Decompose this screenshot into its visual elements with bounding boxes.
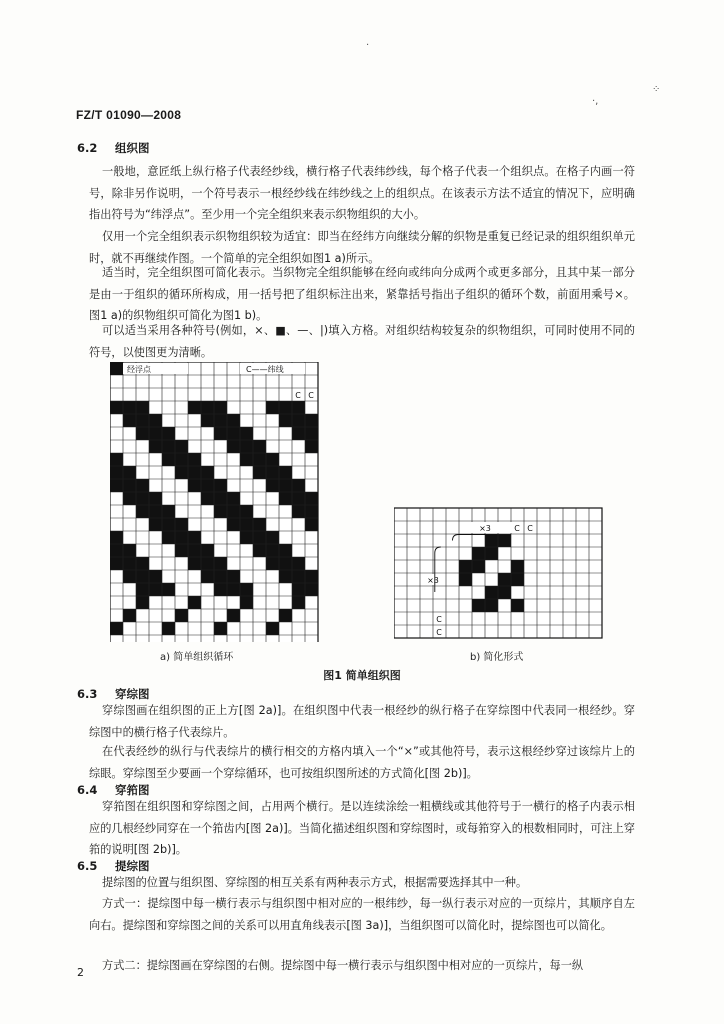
filled-cell	[266, 453, 279, 466]
filled-cell	[472, 599, 485, 612]
filled-cell	[162, 505, 175, 518]
filled-cell	[201, 479, 214, 492]
filled-cell	[266, 557, 279, 570]
c-mark: C	[436, 628, 442, 637]
filled-cell	[110, 401, 123, 414]
figure-caption-a: a) 简单组织循环	[160, 652, 234, 663]
filled-cell	[162, 518, 175, 531]
filled-cell	[305, 505, 318, 518]
filled-cell	[511, 560, 524, 573]
filled-cell	[214, 414, 227, 427]
filled-cell	[279, 466, 292, 479]
filled-cell	[175, 609, 188, 622]
filled-cell	[188, 544, 201, 557]
filled-cell	[201, 557, 214, 570]
section-title: 穿综图	[115, 687, 150, 701]
filled-cell	[136, 414, 149, 427]
filled-cell	[227, 609, 240, 622]
filled-cell	[279, 544, 292, 557]
filled-cell	[175, 440, 188, 453]
filled-cell	[305, 492, 318, 505]
filled-cell	[149, 440, 162, 453]
filled-cell	[292, 583, 305, 596]
legend-c-label: C——纬线	[246, 365, 284, 374]
filled-cell	[136, 557, 149, 570]
filled-cell	[214, 557, 227, 570]
filled-cell	[201, 466, 214, 479]
filled-cell	[188, 479, 201, 492]
filled-cell	[498, 586, 511, 599]
filled-cell	[201, 414, 214, 427]
filled-cell	[136, 427, 149, 440]
filled-cell	[240, 531, 253, 544]
filled-cell	[227, 492, 240, 505]
filled-cell	[162, 427, 175, 440]
filled-cell	[305, 518, 318, 531]
filled-cell	[279, 570, 292, 583]
filled-cell	[188, 466, 201, 479]
filled-cell	[136, 492, 149, 505]
filled-cell	[305, 440, 318, 453]
c-mark: C	[527, 524, 533, 533]
filled-cell	[123, 466, 136, 479]
filled-cell	[214, 479, 227, 492]
filled-cell	[110, 466, 123, 479]
scan-speck: ·	[366, 40, 370, 51]
filled-cell	[266, 544, 279, 557]
filled-cell	[123, 479, 136, 492]
filled-cell	[123, 414, 136, 427]
filled-cell	[279, 557, 292, 570]
filled-cell	[201, 544, 214, 557]
filled-cell	[214, 505, 227, 518]
filled-cell	[227, 427, 240, 440]
filled-cell	[292, 596, 305, 609]
filled-cell	[136, 596, 149, 609]
filled-cell	[110, 479, 123, 492]
filled-cell	[305, 583, 318, 596]
filled-cell	[136, 401, 149, 414]
filled-cell	[240, 427, 253, 440]
paragraph: 一般地，意匠纸上纵行格子代表经纱线，横行格子代表纬纱线，每个格子代表一个组织点。在格子内画一符号，除非另作说明，一个符号表示一根经纱线在纬纱线之上的组织点。在该表示方法不适宜的情况下，应明确指出符号为“纬浮点”。至少用一个完全组织来表示织物组织的大小。	[89, 165, 635, 221]
section-number: 6.5	[77, 859, 98, 873]
filled-cell	[511, 599, 524, 612]
filled-cell	[240, 583, 253, 596]
filled-cell	[188, 453, 201, 466]
filled-cell	[227, 583, 240, 596]
filled-cell	[214, 583, 227, 596]
filled-cell	[201, 401, 214, 414]
filled-cell	[123, 544, 136, 557]
filled-cell	[292, 414, 305, 427]
filled-cell	[459, 560, 472, 573]
paragraph: 适当时，完全组织图可简化表示。当织物完全组织能够在经向或纬向分成两个或更多部分，且其中某一部分是由一于组织的循环所构成，用一括号把了组织标注出来，紧靠括号指出子组织的循环个数，前面用乘号×。图1 a)的织物组织可简化为图1 b)。	[89, 266, 635, 322]
filled-cell	[266, 401, 279, 414]
section-number: 6.2	[77, 141, 98, 155]
legend-swatch	[110, 362, 123, 375]
filled-cell	[485, 599, 498, 612]
filled-cell	[253, 518, 266, 531]
filled-cell	[188, 401, 201, 414]
filled-cell	[110, 557, 123, 570]
filled-cell	[227, 518, 240, 531]
filled-cell	[279, 492, 292, 505]
section-title: 穿筘图	[115, 783, 150, 797]
filled-cell	[110, 622, 123, 635]
paragraph: 在代表经纱的纵行与代表综片的横行相交的方格内填入一个“×”或其他符号，表示这根经纱穿过该综片上的综眼。穿综图至少要画一个穿综循环，也可按组织图所述的方式简化[图 2b)]。	[89, 745, 635, 780]
filled-cell	[253, 453, 266, 466]
section-title: 提综图	[115, 859, 150, 873]
section-number: 6.3	[77, 687, 98, 701]
filled-cell	[123, 557, 136, 570]
filled-cell	[240, 453, 253, 466]
filled-cell	[485, 547, 498, 560]
standard-code-header: FZ/T 01090—2008	[76, 108, 182, 122]
filled-cell	[266, 622, 279, 635]
filled-cell	[253, 544, 266, 557]
filled-cell	[240, 596, 253, 609]
filled-cell	[240, 440, 253, 453]
filled-cell	[149, 414, 162, 427]
filled-cell	[162, 583, 175, 596]
filled-cell	[123, 492, 136, 505]
filled-cell	[149, 583, 162, 596]
section-number: 6.4	[77, 783, 98, 797]
filled-cell	[175, 466, 188, 479]
filled-cell	[110, 453, 123, 466]
repeat-count-label: ×3	[479, 524, 491, 533]
c-mark: C	[436, 615, 442, 624]
filled-cell	[162, 453, 175, 466]
figure-caption-b: b) 简化形式	[470, 652, 524, 663]
filled-cell	[136, 479, 149, 492]
filled-cell	[175, 544, 188, 557]
figure-title: 图1 简单组织图	[323, 669, 401, 682]
filled-cell	[279, 414, 292, 427]
filled-cell	[201, 492, 214, 505]
filled-cell	[188, 531, 201, 544]
paragraph: 仅用一个完全组织表示织物组织较为适宜：即当在经纬方向继续分解的织物是重复已经记录的组织组织单元时，就不再继续作图。一个简单的完全组织如图1 a)所示。	[89, 230, 635, 265]
weave-diagram-simplified	[394, 506, 604, 646]
filled-cell	[175, 531, 188, 544]
paragraph: 穿综图画在组织图的正上方[图 2a)]。在组织图中代表一根经纱的纵行格子在穿综图中代表同一根经纱。穿综图中的横行格子代表综片。	[89, 704, 635, 739]
filled-cell	[227, 570, 240, 583]
filled-cell	[214, 622, 227, 635]
filled-cell	[175, 453, 188, 466]
filled-cell	[305, 570, 318, 583]
filled-cell	[201, 570, 214, 583]
filled-cell	[136, 505, 149, 518]
legend-warp-label: 经浮点	[127, 365, 151, 374]
filled-cell	[305, 414, 318, 427]
filled-cell	[266, 466, 279, 479]
filled-cell	[227, 414, 240, 427]
filled-cell	[136, 570, 149, 583]
filled-cell	[253, 531, 266, 544]
filled-cell	[240, 505, 253, 518]
filled-cell	[279, 479, 292, 492]
paragraph: 提综图的位置与组织图、穿综图的相互关系有两种表示方式，根据需要选择其中一种。	[102, 876, 528, 889]
filled-cell	[292, 505, 305, 518]
filled-cell	[485, 586, 498, 599]
scan-speck: ⁘	[652, 84, 661, 95]
paragraph: 方式二：提综图画在穿综图的右侧。提综图中每一横行表示与组织图中相对应的一页综片，每一纵	[102, 959, 584, 972]
section-title: 组织图	[115, 141, 150, 155]
filled-cell	[292, 401, 305, 414]
filled-cell	[123, 401, 136, 414]
filled-cell	[292, 427, 305, 440]
filled-cell	[110, 531, 123, 544]
repeat-count-label: ×3	[427, 576, 439, 585]
filled-cell	[227, 505, 240, 518]
filled-cell	[149, 518, 162, 531]
c-mark: C	[295, 391, 301, 400]
paragraph: 穿筘图在组织图和穿综图之间，占用两个横行。是以连续涂绘一粗横线或其他符号于一横行的格子内表示相应的几根经纱同穿在一个筘齿内[图 2a)]。当简化描述组织图和穿综图时，或每筘穿入的根数相同时，可注上穿筘的说明[图 2b)]。	[89, 800, 635, 856]
filled-cell	[162, 622, 175, 635]
filled-cell	[188, 557, 201, 570]
filled-cell	[292, 492, 305, 505]
filled-cell	[136, 583, 149, 596]
filled-cell	[511, 573, 524, 586]
filled-cell	[266, 531, 279, 544]
filled-cell	[472, 560, 485, 573]
filled-cell	[123, 570, 136, 583]
filled-cell	[240, 518, 253, 531]
filled-cell	[472, 547, 485, 560]
filled-cell	[188, 596, 201, 609]
scan-speck: ·,	[592, 96, 599, 107]
filled-cell	[149, 492, 162, 505]
filled-cell	[214, 427, 227, 440]
filled-cell	[214, 570, 227, 583]
filled-cell	[292, 557, 305, 570]
filled-cell	[305, 427, 318, 440]
paragraph: 可以适当采用各种符号(例如，×、■、—、|)填入方格。对组织结构较复杂的织物组织，可同时使用不同的符号，以使图更为清晰。	[89, 324, 635, 359]
filled-cell	[149, 505, 162, 518]
filled-cell	[459, 573, 472, 586]
paragraph: 方式一：提综图中每一横行表示与组织图中相对应的一根纬纱，每一纵行表示对应的一页综片，其顺序自左向右。提综图和穿综图之间的关系可以用直角线表示[图 3a)]，当组织图可以简化时，提综图也可以简化。	[89, 897, 635, 932]
section-6-2-heading	[77, 140, 150, 156]
filled-cell	[253, 440, 266, 453]
page-number: 2	[77, 966, 84, 979]
filled-cell	[123, 609, 136, 622]
c-mark: C	[308, 391, 314, 400]
filled-cell	[279, 401, 292, 414]
filled-cell	[485, 534, 498, 547]
filled-cell	[214, 401, 227, 414]
filled-cell	[227, 440, 240, 453]
filled-cell	[175, 518, 188, 531]
filled-cell	[253, 466, 266, 479]
filled-cell	[162, 531, 175, 544]
filled-cell	[266, 479, 279, 492]
filled-cell	[292, 479, 305, 492]
filled-cell	[292, 570, 305, 583]
filled-cell	[214, 492, 227, 505]
filled-cell	[498, 534, 511, 547]
filled-cell	[279, 609, 292, 622]
weave-diagram-full-repeat	[110, 362, 320, 642]
filled-cell	[162, 440, 175, 453]
filled-cell	[110, 544, 123, 557]
filled-cell	[498, 573, 511, 586]
filled-cell	[149, 427, 162, 440]
c-mark: C	[514, 524, 520, 533]
filled-cell	[149, 570, 162, 583]
